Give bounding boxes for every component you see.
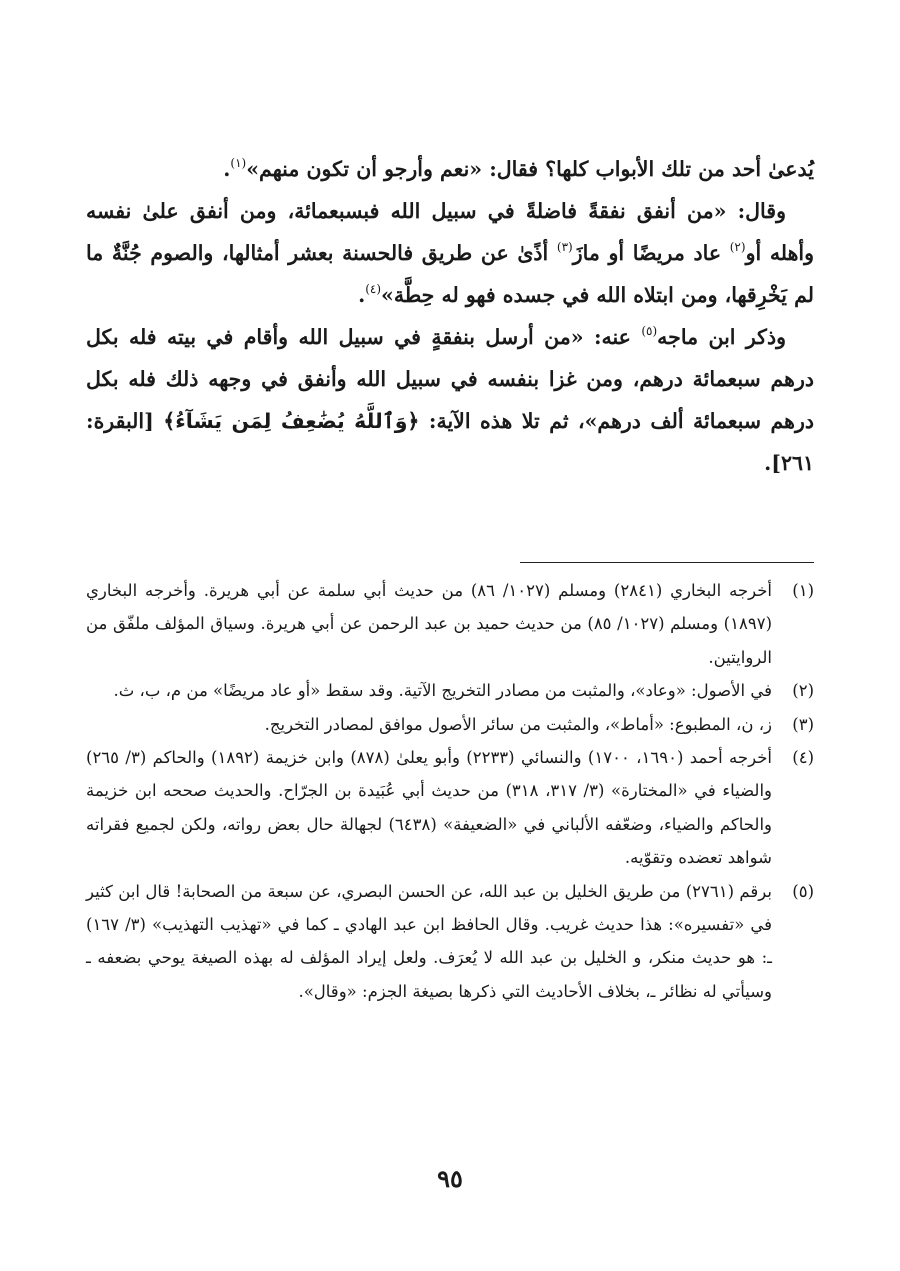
- footnote-4: [86, 741, 814, 875]
- footnote-text: برقم (٢٧٦١) من طريق الخليل بن عبد الله، عن الحسن البصري، عن سبعة من الصحابة! قال ابن كثير في «تفسيره»: هذا حديث غريب. وقال الحافظ ابن عبد الهادي ـ كما في «تهذيب التهذيب» (٣/ ١٦٧) ـ: هو حديث منكر، و الخليل بن عبد الله لا يُعرَف. ولعل إيراد المؤلف له بهذه الصيغة يوحي بضعفه ـ وسيأتي له نظائر ـ، بخلاف الأحاديث التي ذكرها بصيغة الجزم: «وقال».: [86, 881, 772, 1001]
- footnote-text: في الأصول: «وعاد»، والمثبت من مصادر التخريج الآتية. وقد سقط «أو عاد مريضًا» من م، ب، ث.: [113, 681, 772, 701]
- text-span: .: [223, 157, 231, 181]
- footnote-number: (٥): [792, 881, 814, 901]
- footnote-1: [86, 574, 814, 674]
- footnote-3: [86, 708, 814, 741]
- footnote-ref[interactable]: (٢): [729, 240, 746, 254]
- text-span: .: [358, 283, 366, 307]
- text-span: عاد مريضًا أو مازَ: [572, 241, 730, 265]
- footnote-separator: [520, 562, 814, 563]
- footnote-2: [86, 674, 814, 707]
- paragraph-2: [86, 190, 814, 316]
- text-span: أذًىٰ عن طريق فالحسنة بعشر أمثالها، والصوم جُنَّةٌ ما لم يَخْرِقها، ومن ابتلاه الله في جسده فهو له حِطَّة»: [86, 241, 814, 307]
- footnote-5: [86, 875, 814, 1009]
- footnote-ref[interactable]: (٣): [556, 240, 573, 254]
- footnote-text: ز، ن، المطبوع: «أماط»، والمثبت من سائر الأصول موافق لمصادر التخريج.: [264, 714, 772, 734]
- text-span: وذكر ابن ماجه: [657, 325, 786, 349]
- text-span: [البقرة: ٢٦١].: [86, 409, 814, 475]
- footnote-ref[interactable]: (١): [230, 156, 247, 170]
- page-number: ٩٥: [437, 1164, 463, 1193]
- footnotes: [86, 574, 814, 1008]
- footnote-number: (٣): [792, 714, 814, 734]
- main-text: [86, 148, 814, 484]
- paragraph-3: [86, 316, 814, 484]
- footnote-text: أخرجه البخاري (٢٨٤١) ومسلم (١٠٢٧/ ٨٦) من حديث أبي سلمة عن أبي هريرة. وأخرجه البخاري (١٨٩٧) ومسلم (١٠٢٧/ ٨٥) من حديث حميد بن عبد الرحمن عن أبي هريرة. وسياق المؤلف ملفّق من الروايتين.: [86, 581, 773, 667]
- paragraph-1: [86, 148, 814, 190]
- footnote-ref[interactable]: (٥): [641, 324, 658, 338]
- footnote-ref[interactable]: (٤): [365, 282, 382, 296]
- footnote-text: أخرجه أحمد (١٦٩٠، ١٧٠٠) والنسائي (٢٢٣٣) وأبو يعلىٰ (٨٧٨) وابن خزيمة (١٨٩٢) والحاكم (٣/ ٢٦٥) والضياء في «المختارة» (٣/ ٣١٧، ٣١٨) من حديث أبي عُبَيدة بن الجرّاح. والحديث صححه ابن خزيمة والحاكم والضياء، وضعّفه الألباني في «الضعيفة» (٦٤٣٨) لجهالة حال بعض رواته، ولكن لجميع فقراته شواهد تعضده وتقوّيه.: [86, 748, 773, 868]
- text-span: وقال: «من أنفق نفقةً فاضلةً في سبيل الله فبسبعمائة، ومن أنفق علىٰ نفسه وأهله أو: [86, 199, 815, 265]
- text-span: عنه: «من أرسل بنفقةٍ في سبيل الله وأقام في بيته فله بكل درهم سبعمائة درهم، ومن غزا بنفسه في سبيل الله وأنفق في وجهه ذلك فله بكل درهم سبعمائة ألف درهم»، ثم تلا هذه الآية:: [86, 325, 814, 433]
- quran-verse: ﴿وَٱللَّهُ يُضَٰعِفُ لِمَن يَشَآءُ﴾: [163, 409, 420, 433]
- footnote-number: (٢): [792, 681, 814, 701]
- text-span: يُدعىٰ أحد من تلك الأبواب كلها؟ فقال: «نعم وأرجو أن تكون منهم»: [246, 157, 814, 181]
- footnote-number: (٤): [792, 748, 814, 768]
- footnote-number: (١): [792, 581, 814, 600]
